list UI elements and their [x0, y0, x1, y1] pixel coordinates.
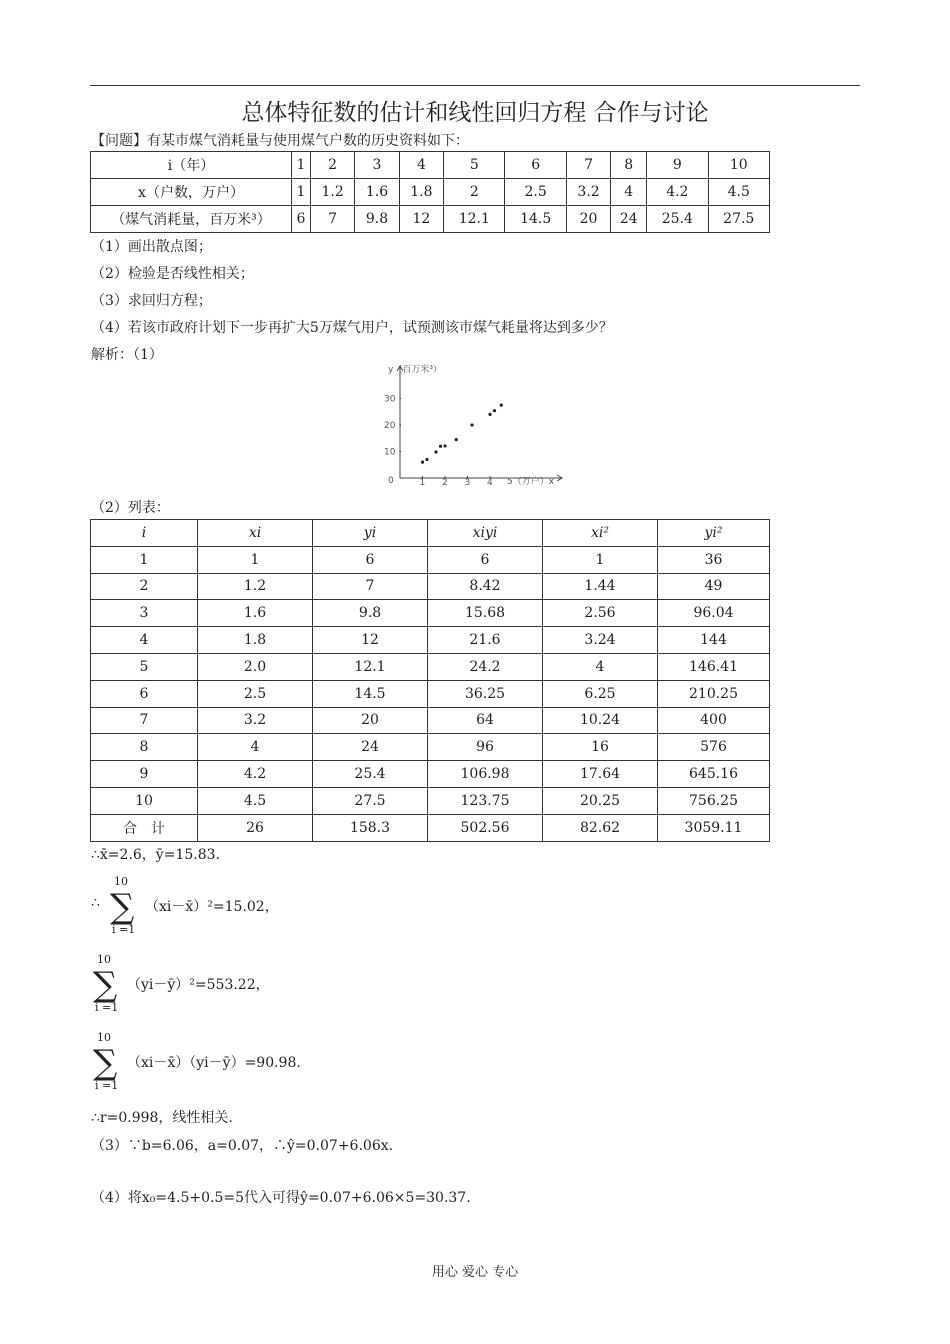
page-title: 总体特征数的估计和线性回归方程 合作与讨论	[241, 100, 709, 126]
table-row: 5 2.0 12.1 24.2 4 146.41	[91, 653, 770, 680]
table-row: 1 1 6 6 1 36	[91, 546, 770, 573]
y-axis-label: y（百万米³）	[388, 365, 442, 375]
table-row: 8 4 24 96 16 576	[91, 734, 770, 761]
answer-4: （4）将x₀=4.5+0.5=5代入可得ŷ=0.07+6.06×5=30.37.	[91, 1190, 471, 1206]
data-point	[488, 413, 491, 416]
y-tick-label: 10	[384, 447, 396, 458]
axes	[397, 366, 562, 481]
row-label-i: i（年）	[91, 152, 292, 179]
sigma-symbol: ∑	[93, 1043, 118, 1083]
data-table	[90, 151, 770, 233]
problem-intro: 【问题】有某市煤气消耗量与使用煤气户数的历史资料如下：	[91, 133, 469, 149]
question-4: （4）若该市政府计划下一步再扩大5万煤气用户，试预测该市煤气耗量将达到多少？	[91, 320, 613, 336]
question-1: （1）画出散点图；	[91, 239, 212, 255]
table-row: 4 1.8 12 21.6 3.24 144	[91, 627, 770, 654]
table-row: （煤气消耗量，百万米³） 6 7 9.8 12 12.1 14.5 20 24 25.4 27.5	[91, 206, 770, 233]
answer-3: （3）∵b=6.06，a=0.07，∴ŷ=0.07+6.06x.	[91, 1138, 394, 1154]
data-point	[493, 409, 496, 412]
data-point	[421, 461, 424, 464]
question-3: （3）求回归方程；	[91, 293, 212, 309]
x-tick-label: 2	[442, 478, 448, 488]
table-row: 7 3.2 20 64 10.24 400	[91, 707, 770, 734]
x-tick-label: 1	[419, 478, 426, 488]
sum-yy: （yi－ȳ）²=553.22，	[127, 977, 270, 993]
sum-xy: （xi－x̄）（yi－ȳ）=90.98.	[127, 1055, 301, 1071]
analysis-label: 解析：（1）	[91, 347, 163, 363]
data-point	[439, 445, 442, 448]
row-label-x: x（户数，万户）	[91, 179, 292, 206]
header-rule	[90, 85, 860, 86]
table-row: 10 4.5 27.5 123.75 20.25 756.25	[91, 787, 770, 814]
data-point	[455, 438, 458, 441]
x-tick-label: 4	[487, 478, 493, 488]
sigma-symbol: ∑	[110, 887, 135, 927]
table-row: 2 1.2 7 8.42 1.44 49	[91, 573, 770, 600]
table-row: i（年） 1 2 3 4 5 6 7 8 9 10	[91, 152, 770, 179]
data-point	[443, 444, 446, 447]
table-row: 3 1.6 9.8 15.68 2.56 96.04	[91, 600, 770, 627]
table-row: x（户数，万户） 1 1.2 1.6 1.8 2 2.5 3.2 4 4.2 4.5	[91, 179, 770, 206]
data-point	[425, 458, 428, 461]
x-axis-label: 5（万户）x	[507, 477, 555, 487]
table-header-row: i xi yi xiyi xi² yi²	[91, 520, 770, 547]
therefore-symbol: ∴	[91, 895, 100, 911]
list-label: （2）列表：	[91, 500, 170, 516]
footer-text: 用心 爱心 专心	[431, 1265, 519, 1280]
y-tick-label: 30	[384, 394, 396, 405]
origin-label: 0	[388, 476, 394, 486]
means-line: ∴x̄=2.6，ȳ=15.83.	[91, 847, 220, 863]
row-label-y: （煤气消耗量，百万米³）	[91, 206, 292, 233]
table-row: 9 4.2 25.4 106.98 17.64 645.16	[91, 761, 770, 788]
sum-xx: （xi－x̄）²=15.02，	[145, 899, 279, 915]
data-point	[470, 423, 473, 426]
y-tick-label: 20	[384, 421, 396, 431]
table-row: 6 2.5 14.5 36.25 6.25 210.25	[91, 680, 770, 707]
sigma-symbol: ∑	[93, 965, 118, 1005]
data-point	[434, 450, 437, 453]
question-2: （2）检验是否线性相关；	[91, 266, 254, 282]
table-row: 合 计 26 158.3 502.56 82.62 3059.11	[91, 814, 770, 841]
data-point	[500, 404, 503, 407]
x-tick-label: 3	[464, 478, 471, 488]
r-line: ∴r=0.998，线性相关.	[91, 1110, 233, 1126]
scatter-chart	[380, 360, 570, 490]
calc-table	[90, 519, 770, 842]
